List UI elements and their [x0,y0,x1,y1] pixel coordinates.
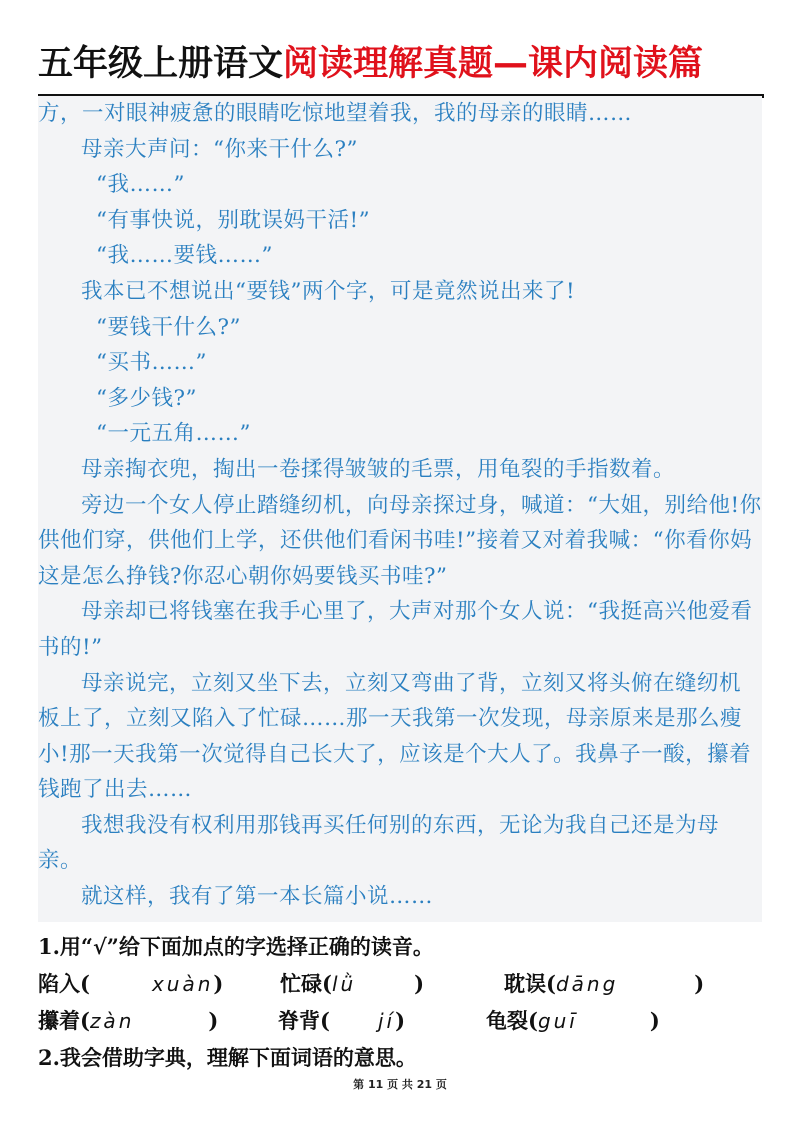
passage-line: “多少钱?” [96,385,198,411]
pinyin-row-2 [38,1002,762,1039]
pinyin-item [278,1002,482,1039]
passage-line: 母亲大声问：“你来干什么?” [81,136,359,162]
page-number: 第 11 页 共 21 页 [353,1078,447,1091]
question-1: 1.用“√”给下面加点的字选择正确的读音。 [38,934,434,959]
pinyin-option[interactable]: jí [377,1009,396,1033]
word-label: 脊背( [278,1008,330,1033]
passage-line: 方，一对眼神疲惫的眼睛吃惊地望着我，我的母亲的眼睛…… [38,101,633,126]
passage-paragraph: 我想我没有权利用那钱再买任何别的东西，无论为我自己还是为母亲。 [38,812,720,874]
passage-line: “买书……” [96,350,207,376]
word-label: 陷入( [38,971,90,996]
paren-close: ) [414,971,425,996]
passage-line: “我……” [96,172,185,198]
passage-line: “有事快说，别耽误妈干活!” [96,207,371,233]
passage-line: “一元五角……” [96,421,251,447]
passage-paragraph: 母亲却已将钱塞在我手心里了，大声对那个女人说：“我挺高兴他爱看书的!” [38,599,753,660]
word-label: 忙碌( [280,971,332,996]
paren-close: ) [395,1008,405,1033]
page-header [38,38,764,98]
pinyin-item [270,965,492,1002]
header-title-red: 阅读理解真题—课内阅读篇 [283,44,704,84]
pinyin-row-1 [38,965,762,1002]
pinyin-item [492,965,704,1002]
paren-close: ) [208,1008,219,1033]
paren-close: ) [649,1008,660,1033]
questions-section [38,928,762,1076]
passage-paragraph: 母亲说完，立刻又坐下去，立刻又弯曲了背，立刻又将头俯在缝纫机板上了，立刻又陷入了忙碌……那一天我第一次发现，母亲原来是那么瘦小!那一天我第一次觉得自己长大了，应该是个大人了。我鼻子一酸，攥着钱跑了出去…… [38,670,752,803]
word-label: 攥着( [38,1008,90,1033]
header-title-black: 五年级上册语文 [38,44,284,84]
word-label: 龟裂( [486,1008,538,1033]
pinyin-option[interactable]: lǜ [331,972,357,996]
passage-paragraph: 旁边一个女人停止踏缝纫机，向母亲探过身，喊道：“大姐，别给他!你供他们穿，供他们上学，还供他们看闲书哇!”接着又对着我喊：“你看你妈这是怎么挣钱?你忍心朝你妈要钱买书哇?” [38,492,762,589]
pinyin-item [482,1002,660,1039]
pinyin-item [38,1002,278,1039]
passage-line: “要钱干什么?” [96,314,242,340]
paren-close: ) [694,971,705,996]
passage-line: 母亲掏衣兜，掏出一卷揉得皱皱的毛票，用龟裂的手指数着。 [81,456,676,482]
passage-line: 我本已不想说出“要钱”两个字，可是竟然说出来了! [81,278,576,304]
paren-close: ) [213,971,224,996]
pinyin-option[interactable]: xuàn [151,972,214,996]
pinyin-item [38,965,270,1002]
pinyin-option[interactable]: dāng [555,972,619,996]
pinyin-option[interactable]: guī [537,1009,578,1033]
passage-line: “我……要钱……” [96,243,273,269]
pinyin-option[interactable]: zàn [89,1009,135,1033]
reading-passage [38,96,762,922]
word-label: 耽误( [504,971,556,996]
question-2: 2.我会借助字典，理解下面词语的意思。 [38,1045,417,1070]
passage-line: 就这样，我有了第一本长篇小说…… [81,884,434,910]
